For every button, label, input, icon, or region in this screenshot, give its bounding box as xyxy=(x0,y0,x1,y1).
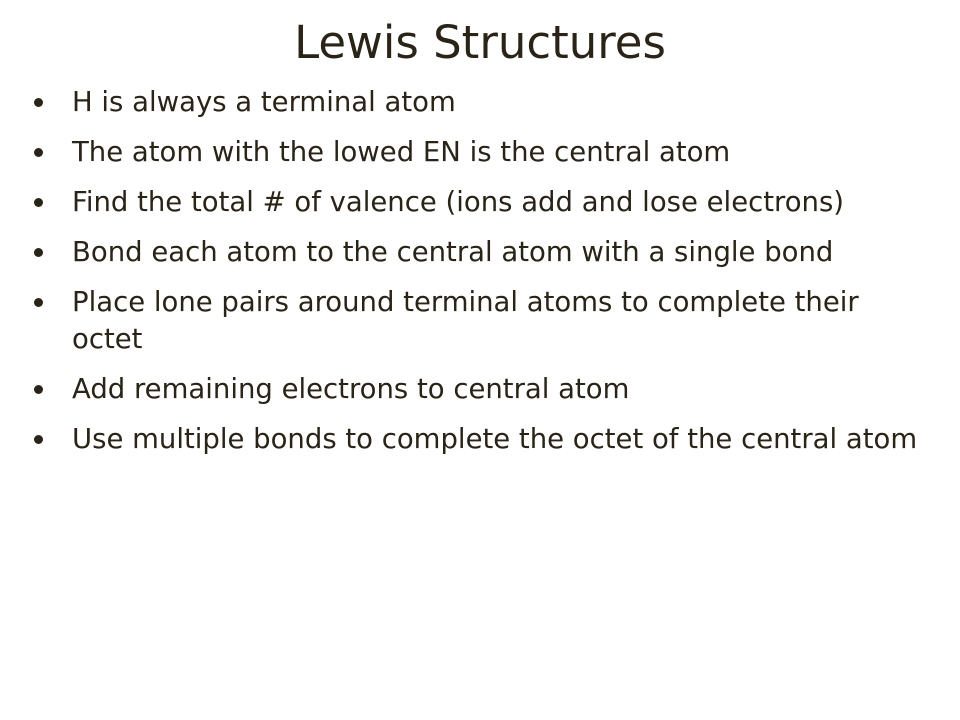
bullet-item xyxy=(34,371,934,408)
bullet-dot-icon xyxy=(34,98,43,107)
bullet-item xyxy=(34,234,934,271)
slide-title: Lewis Structures xyxy=(294,16,666,69)
bullet-text: Find the total # of valence (ions add and lose electrons) xyxy=(72,186,845,218)
bullet-text: Use multiple bonds to complete the octet of the central atom xyxy=(72,423,918,455)
bullet-dot-icon xyxy=(34,298,43,307)
bullet-dot-icon xyxy=(34,248,43,257)
bullet-dot-icon xyxy=(34,148,43,157)
bullet-text: Add remaining electrons to central atom xyxy=(72,373,630,405)
bullet-dot-icon xyxy=(34,435,43,444)
bullet-dot-icon xyxy=(34,198,43,207)
bullet-text: The atom with the lowed EN is the central atom xyxy=(72,136,731,168)
bullet-item xyxy=(34,421,934,458)
bullet-item xyxy=(34,184,934,221)
bullet-item xyxy=(34,84,934,121)
bullet-dot-icon xyxy=(34,385,43,394)
bullet-text: Bond each atom to the central atom with a single bond xyxy=(72,236,834,268)
bullet-item xyxy=(34,284,934,358)
bullet-item xyxy=(34,134,934,171)
bullet-list xyxy=(34,84,934,471)
bullet-text: Place lone pairs around terminal atoms to complete their octet xyxy=(72,286,859,355)
bullet-text: H is always a terminal atom xyxy=(72,86,456,118)
